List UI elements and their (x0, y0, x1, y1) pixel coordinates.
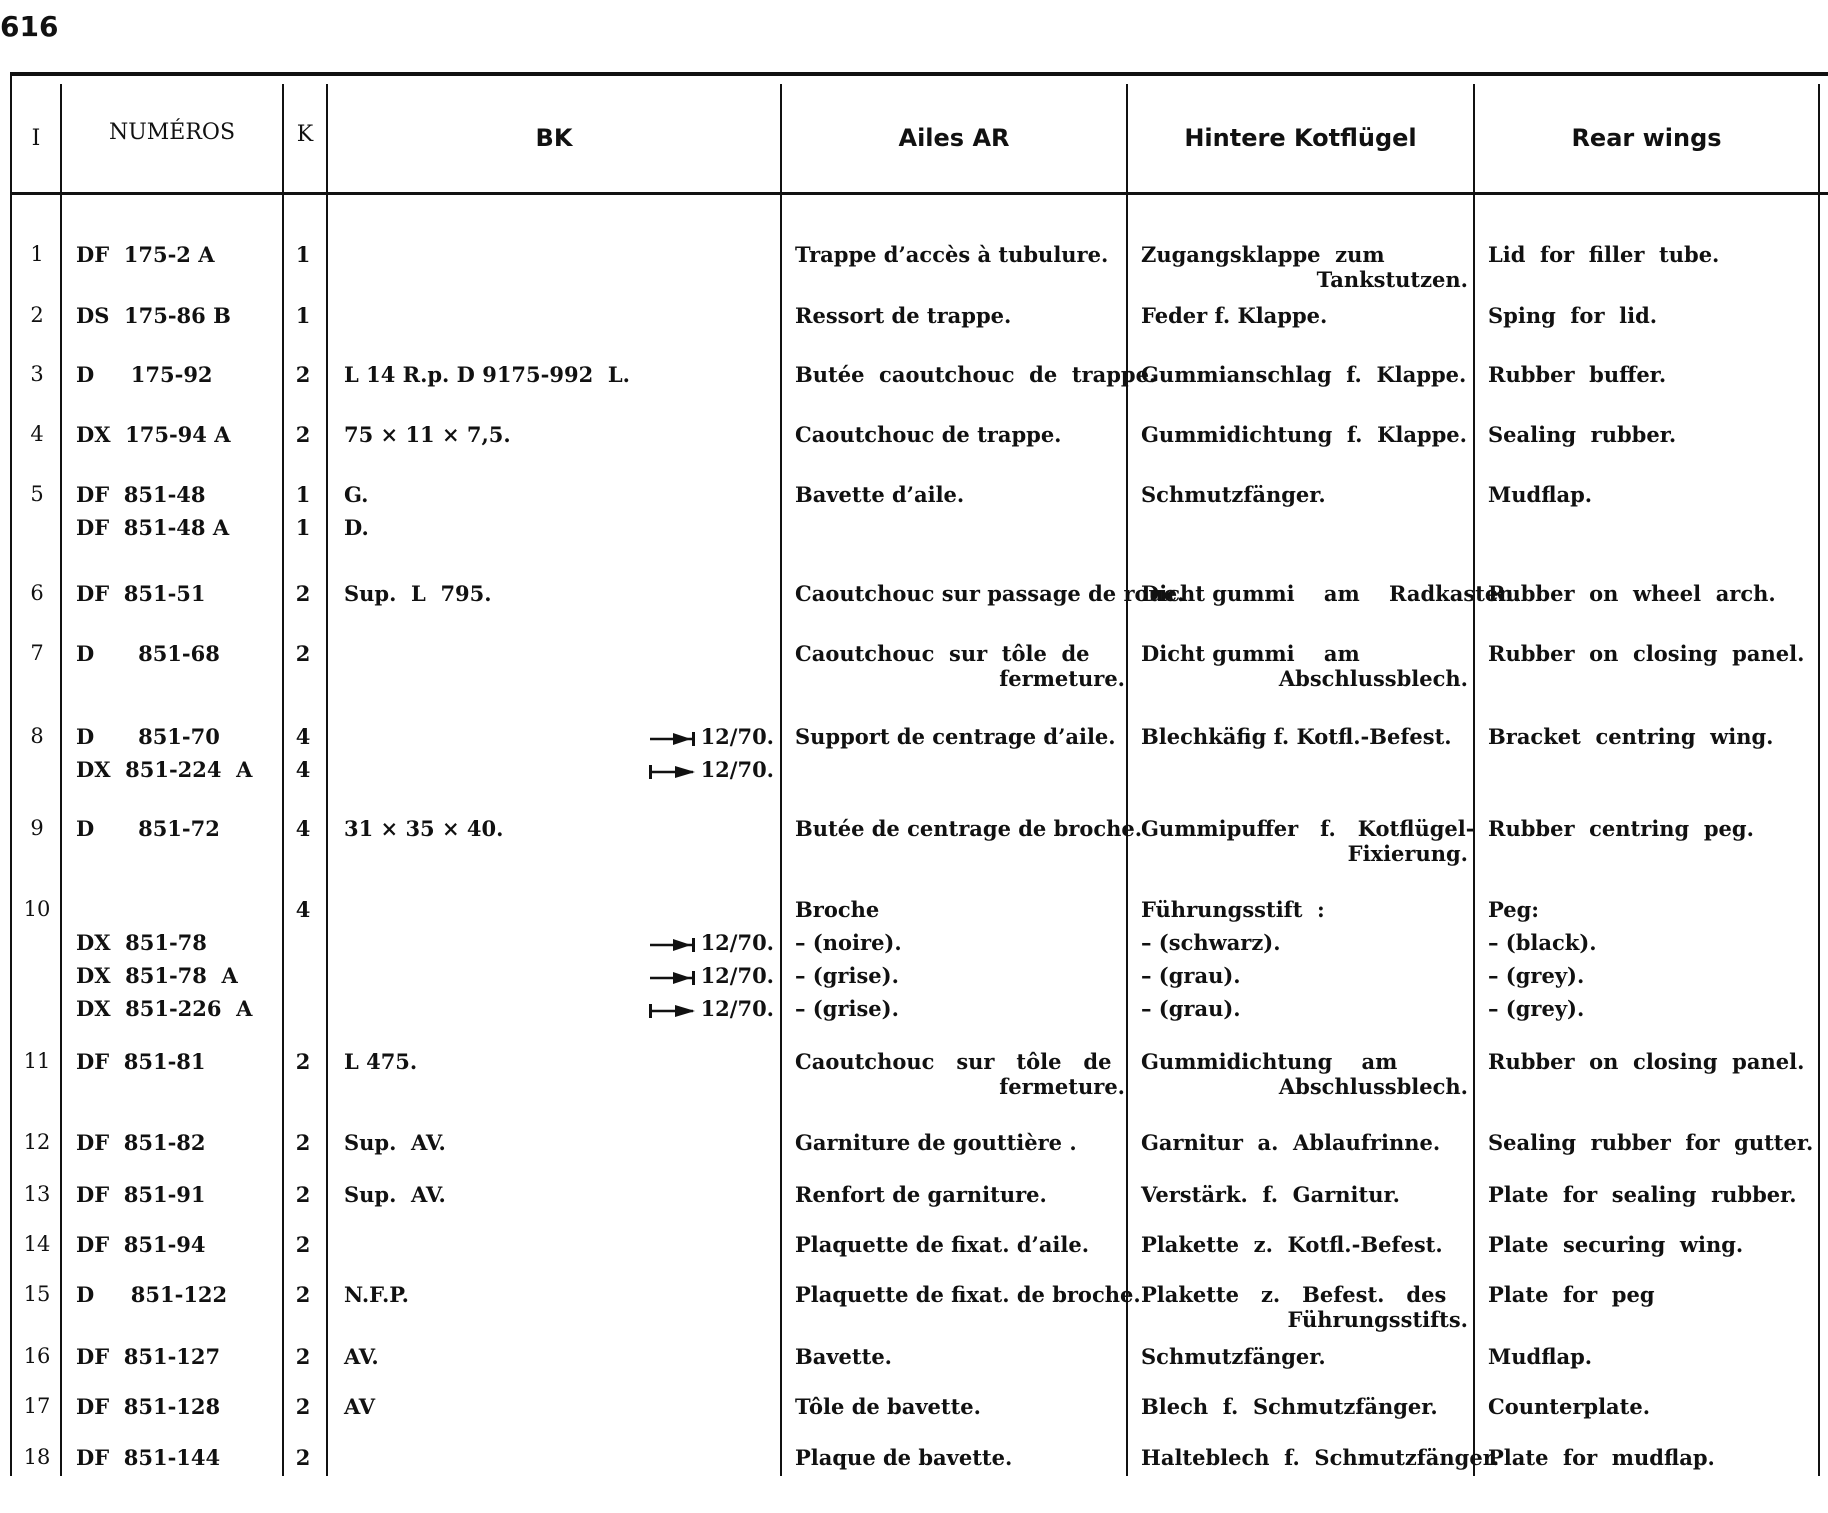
quantity (288, 1278, 318, 1311)
cell-line: Gummidichtung f. Klappe. (1141, 422, 1467, 447)
part-numbers (76, 577, 276, 610)
arrow-to-bar-icon (649, 732, 695, 746)
row-index: 12 (23, 1130, 51, 1154)
german-description (1141, 637, 1468, 695)
change-date: 12/70. (700, 930, 774, 955)
bk-remarks (344, 1045, 778, 1078)
cell-line: Gummidichtung am (1141, 1049, 1398, 1074)
bar-to-arrow-icon (649, 1004, 695, 1018)
bk-remarks (344, 418, 778, 451)
cell-line: – (black). (1488, 930, 1597, 955)
cell-line: 2 (295, 1232, 311, 1257)
part-numbers (76, 1390, 276, 1423)
bk-note: Sup. L 795. (344, 581, 492, 606)
german-description (1141, 577, 1521, 610)
cell-line: D 851-72 (76, 816, 220, 841)
bk-note: L 14 R.p. D 9175-992 L. (344, 362, 630, 387)
page-number: 616 (0, 10, 59, 43)
french-description (795, 478, 1125, 511)
cell-line: Butée caoutchouc de trappe. (795, 362, 1157, 387)
cell-line: Plate for sealing rubber. (1488, 1182, 1797, 1207)
bk-note: Sup. AV. (344, 1130, 446, 1155)
cell-line: DX 851-226 A (76, 996, 253, 1021)
bk-note: N.F.P. (344, 1282, 409, 1307)
french-description (795, 1278, 1141, 1311)
part-numbers (76, 1340, 276, 1373)
cell-line: 2 (295, 581, 311, 606)
cell-line: Mudflap. (1488, 1344, 1593, 1369)
quantity (288, 1178, 318, 1211)
cell-line: Bavette. (795, 1344, 892, 1369)
bk-note: 75 × 11 × 7,5. (344, 422, 511, 447)
cell-line: 1 (295, 242, 311, 267)
row-index: 17 (23, 1394, 51, 1418)
cell-line: fermeture. (999, 666, 1125, 691)
arrow-to-bar-icon (649, 938, 695, 952)
change-date: 12/70. (700, 724, 774, 749)
cell-line: – (grise). (795, 996, 899, 1021)
french-description (795, 1178, 1125, 1211)
change-date: 12/70. (700, 996, 774, 1021)
cell-line: Feder f. Klappe. (1141, 303, 1328, 328)
cell-line: 1 (295, 515, 311, 540)
cell-line: DF 851-48 A (76, 515, 230, 540)
header-english: Rear wings (1571, 124, 1722, 152)
french-description (795, 637, 1125, 695)
cell-line: Gummianschlag f. Klappe. (1141, 362, 1467, 387)
english-description (1488, 1390, 1818, 1423)
english-description (1488, 1126, 1818, 1159)
part-numbers (76, 238, 276, 271)
german-description (1141, 893, 1468, 1025)
quantity (288, 1390, 318, 1423)
row-index: 13 (23, 1182, 51, 1206)
header-i: I (31, 125, 41, 151)
bk-note: 31 × 35 × 40. (344, 816, 504, 841)
quantity (288, 1441, 318, 1474)
part-numbers (76, 893, 276, 1025)
cell-line: DF 851-127 (76, 1344, 221, 1369)
cell-line: Sping for lid. (1488, 303, 1658, 328)
german-description (1141, 1178, 1468, 1211)
part-numbers (76, 1278, 276, 1311)
quantity (288, 358, 318, 391)
cell-line: 1 (295, 303, 311, 328)
english-description (1488, 1340, 1818, 1373)
row-index: 14 (23, 1232, 51, 1256)
cell-line: DF 851-48 (76, 482, 206, 507)
cell-line: Caoutchouc sur tôle de (795, 1049, 1112, 1074)
part-numbers (76, 299, 276, 332)
french-description (795, 1126, 1125, 1159)
date-change-note (344, 753, 778, 786)
english-description (1488, 1278, 1818, 1311)
cell-line: Zugangsklappe zum (1141, 242, 1385, 267)
cell-line: DF 851-51 (76, 581, 206, 606)
quantity (288, 478, 318, 544)
cell-line: Gummipuffer f. Kotflügel- (1141, 816, 1475, 841)
english-description (1488, 299, 1818, 332)
german-description (1141, 238, 1468, 296)
cell-line: Blech f. Schmutzfänger. (1141, 1394, 1438, 1419)
german-description (1141, 1045, 1468, 1103)
english-description (1488, 238, 1818, 271)
french-description (795, 358, 1157, 391)
french-description (795, 812, 1143, 845)
cell-line: Rubber on closing panel. (1488, 641, 1805, 666)
german-description (1141, 1278, 1468, 1336)
cell-line: Führungsstift : (1141, 897, 1325, 922)
quantity (288, 720, 318, 786)
german-description (1141, 358, 1468, 391)
cell-line: DX 175-94 A (76, 422, 231, 447)
english-description (1488, 1178, 1818, 1211)
row-index: 15 (23, 1282, 51, 1306)
row-index: 7 (30, 641, 44, 665)
cell-line: DF 851-128 (76, 1394, 221, 1419)
bar-to-arrow-icon (649, 1004, 695, 1018)
german-description (1141, 1390, 1468, 1423)
bk-note: G. (344, 482, 369, 507)
quantity (288, 812, 318, 845)
part-numbers (76, 720, 276, 786)
header-bk: BK (535, 124, 573, 152)
part-numbers (76, 637, 276, 670)
change-date: 12/70. (700, 963, 774, 988)
cell-line: Broche (795, 897, 880, 922)
part-numbers (76, 1228, 276, 1261)
cell-line: 2 (295, 1394, 311, 1419)
cell-line (76, 893, 276, 926)
cell-line: Sealing rubber. (1488, 422, 1677, 447)
row-index: 10 (23, 897, 51, 921)
quantity (288, 577, 318, 610)
row-index: 11 (23, 1049, 51, 1073)
cell-line: Plakette z. Befest. des (1141, 1282, 1447, 1307)
cell-line: Plakette z. Kotfl.-Befest. (1141, 1232, 1443, 1257)
english-description (1488, 1045, 1818, 1078)
french-description (795, 238, 1125, 271)
cell-line: D 175-92 (76, 362, 213, 387)
row-index: 16 (23, 1344, 51, 1368)
cell-line: Abschlussblech. (1278, 1074, 1468, 1099)
cell-line: DS 175-86 B (76, 303, 231, 328)
french-description (795, 577, 1185, 610)
german-description (1141, 1228, 1468, 1261)
cell-line: 2 (295, 422, 311, 447)
cell-line: Plate for mudflap. (1488, 1445, 1715, 1470)
row-index: 2 (30, 303, 44, 327)
french-description (795, 720, 1125, 753)
cell-line: 2 (295, 1282, 311, 1307)
german-description (1141, 1441, 1500, 1474)
cell-line: Caoutchouc de trappe. (795, 422, 1062, 447)
bk-remarks (344, 478, 778, 544)
cell-line: Plate for peg (1488, 1282, 1655, 1307)
cell-line: – (schwarz). (1141, 930, 1281, 955)
change-date: 12/70. (700, 757, 774, 782)
bk-note: Sup. AV. (344, 1182, 446, 1207)
cell-line: Rubber buffer. (1488, 362, 1667, 387)
cell-line: Bavette d’aile. (795, 482, 965, 507)
cell-line: Lid for filler tube. (1488, 242, 1720, 267)
cell-line: Support de centrage d’aile. (795, 724, 1116, 749)
cell-line: – (grau). (1141, 996, 1241, 1021)
row-index: 4 (30, 422, 44, 446)
cell-line: Renfort de garniture. (795, 1182, 1047, 1207)
cell-line: 2 (295, 1130, 311, 1155)
english-description (1488, 893, 1818, 1025)
german-description (1141, 720, 1468, 753)
cell-line: Plate securing wing. (1488, 1232, 1744, 1257)
cell-line: Rubber centring peg. (1488, 816, 1754, 841)
quantity (288, 299, 318, 332)
cell-line: – (grise). (795, 963, 899, 988)
cell-line: Caoutchouc sur tôle de (795, 641, 1090, 666)
part-numbers (76, 812, 276, 845)
cell-line: Sealing rubber for gutter. (1488, 1130, 1814, 1155)
english-description (1488, 358, 1818, 391)
cell-line: – (noire). (795, 930, 902, 955)
german-description (1141, 299, 1468, 332)
cell-line: Tôle de bavette. (795, 1394, 981, 1419)
english-description (1488, 418, 1818, 451)
date-change-note (344, 959, 778, 992)
part-numbers (76, 418, 276, 451)
french-description (795, 418, 1125, 451)
bar-to-arrow-icon (649, 765, 695, 779)
bk-note (344, 893, 778, 926)
cell-line: Verstärk. f. Garnitur. (1141, 1182, 1400, 1207)
cell-line: Führungsstifts. (1287, 1307, 1468, 1332)
cell-line: Rubber on closing panel. (1488, 1049, 1805, 1074)
bar-to-arrow-icon (649, 765, 695, 779)
cell-line: 2 (295, 1049, 311, 1074)
english-description (1488, 637, 1818, 670)
part-numbers (76, 1045, 276, 1078)
english-description (1488, 720, 1818, 753)
cell-line: Counterplate. (1488, 1394, 1651, 1419)
french-description (795, 893, 1125, 1025)
english-description (1488, 1228, 1818, 1261)
cell-line: DF 851-144 (76, 1445, 221, 1470)
cell-line: Caoutchouc sur passage de roue. (795, 581, 1185, 606)
part-numbers (76, 478, 276, 544)
part-numbers (76, 1126, 276, 1159)
cell-line: D 851-122 (76, 1282, 228, 1307)
row-index: 3 (30, 362, 44, 386)
quantity (288, 418, 318, 451)
cell-line: Fixierung. (1347, 841, 1468, 866)
part-numbers (76, 358, 276, 391)
quantity (288, 1228, 318, 1261)
cell-line: 2 (295, 641, 311, 666)
cell-line: Garniture de gouttière . (795, 1130, 1077, 1155)
cell-line: Halteblech f. Schmutzfänger. (1141, 1445, 1500, 1470)
english-description (1488, 1441, 1818, 1474)
cell-line: Rubber on wheel arch. (1488, 581, 1776, 606)
date-change-note (344, 926, 778, 959)
row-index: 6 (30, 581, 44, 605)
cell-line: DX 851-224 A (76, 757, 253, 782)
cell-line: 2 (295, 1344, 311, 1369)
cell-line: – (grey). (1488, 963, 1585, 988)
cell-line: Ressort de trappe. (795, 303, 1012, 328)
cell-line: – (grey). (1488, 996, 1585, 1021)
cell-line: 4 (295, 757, 311, 782)
german-description (1141, 1340, 1468, 1373)
part-numbers (76, 1441, 276, 1474)
row-index: 5 (30, 482, 44, 506)
cell-line: Mudflap. (1488, 482, 1593, 507)
bk-remarks (344, 1178, 778, 1211)
bk-remarks (344, 358, 778, 391)
cell-line: Dicht gummi am (1141, 641, 1360, 666)
english-description (1488, 478, 1818, 511)
cell-line: Plaquette de fixat. d’aile. (795, 1232, 1090, 1257)
cell-line: Peg: (1488, 897, 1540, 922)
german-description (1141, 418, 1468, 451)
bk-note: L 475. (344, 1049, 418, 1074)
cell-line: Blechkäfig f. Kotfl.-Befest. (1141, 724, 1452, 749)
bk-remarks (344, 812, 778, 845)
header-k: K (296, 121, 314, 147)
bk-remarks (344, 1390, 778, 1423)
french-description (795, 1441, 1125, 1474)
cell-line: DF 175-2 A (76, 242, 215, 267)
english-description (1488, 577, 1818, 610)
cell-line: 4 (295, 897, 311, 922)
cell-line: Tankstutzen. (1316, 267, 1468, 292)
cell-line: 4 (295, 816, 311, 841)
arrow-to-bar-icon (649, 938, 695, 952)
bk-remarks (344, 720, 778, 786)
french-description (795, 1228, 1125, 1261)
cell-line: D 851-68 (76, 641, 220, 666)
cell-line: 2 (295, 1445, 311, 1470)
cell-line: fermeture. (999, 1074, 1125, 1099)
french-description (795, 1045, 1125, 1103)
row-index: 18 (23, 1445, 51, 1469)
french-description (795, 299, 1125, 332)
quantity (288, 1126, 318, 1159)
cell-line: 4 (295, 724, 311, 749)
bk-remarks (344, 1278, 778, 1311)
header-numeros: NUMÉROS (108, 119, 236, 145)
quantity (288, 893, 318, 926)
bk-remarks (344, 893, 778, 1025)
cell-line: Schmutzfänger. (1141, 482, 1326, 507)
cell-line: Butée de centrage de broche. (795, 816, 1143, 841)
cell-line: – (grau). (1141, 963, 1241, 988)
french-description (795, 1340, 1125, 1373)
cell-line: D 851-70 (76, 724, 220, 749)
cell-line: DX 851-78 A (76, 963, 238, 988)
date-change-note (344, 720, 778, 753)
part-numbers (76, 1178, 276, 1211)
cell-line: Dicht gummi am Radkasten. (1141, 581, 1521, 606)
quantity (288, 1340, 318, 1373)
cell-line: DX 851-78 (76, 930, 207, 955)
cell-line: Bracket centring wing. (1488, 724, 1774, 749)
row-index: 9 (30, 816, 44, 840)
cell-line: Garnitur a. Ablaufrinne. (1141, 1130, 1441, 1155)
header-german: Hintere Kotflügel (1184, 124, 1417, 152)
bk-remarks (344, 577, 778, 610)
row-index: 8 (30, 724, 44, 748)
cell-line: DF 851-94 (76, 1232, 206, 1257)
english-description (1488, 812, 1818, 845)
cell-line: Plaque de bavette. (795, 1445, 1013, 1470)
cell-line: DF 851-91 (76, 1182, 206, 1207)
cell-line: DF 851-81 (76, 1049, 206, 1074)
german-description (1141, 812, 1475, 870)
cell-line: 2 (295, 362, 311, 387)
cell-line: Plaquette de fixat. de broche. (795, 1282, 1141, 1307)
german-description (1141, 1126, 1468, 1159)
bk-note: AV (344, 1394, 376, 1419)
cell-line: Schmutzfänger. (1141, 1344, 1326, 1369)
quantity (288, 238, 318, 271)
cell-line: Trappe d’accès à tubulure. (795, 242, 1109, 267)
row-index: 1 (30, 242, 44, 266)
bk-remarks (344, 1340, 778, 1373)
french-description (795, 1390, 1125, 1423)
quantity (288, 1045, 318, 1078)
cell-line: Abschlussblech. (1278, 666, 1468, 691)
cell-line: DF 851-82 (76, 1130, 206, 1155)
bk-remarks (344, 1126, 778, 1159)
bk-note: AV. (344, 1344, 379, 1369)
bk-note: D. (344, 515, 369, 540)
quantity (288, 637, 318, 670)
date-change-note (344, 992, 778, 1025)
arrow-to-bar-icon (649, 971, 695, 985)
arrow-to-bar-icon (649, 971, 695, 985)
cell-line: 2 (295, 1182, 311, 1207)
german-description (1141, 478, 1468, 511)
arrow-to-bar-icon (649, 732, 695, 746)
header-french: Ailes AR (898, 124, 1010, 152)
cell-line: 1 (295, 482, 311, 507)
